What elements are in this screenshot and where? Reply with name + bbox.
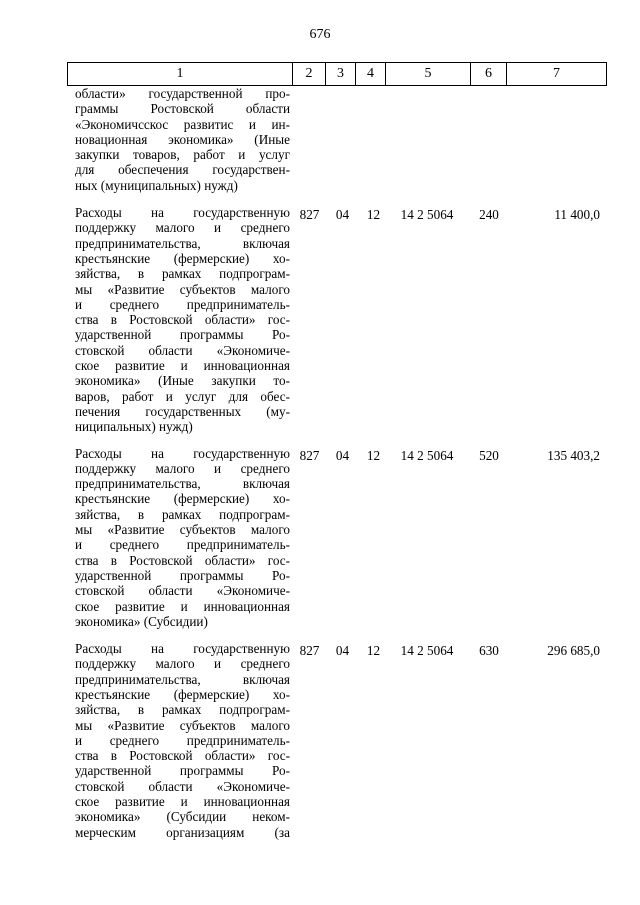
cell-ministry-code: 827 [299,643,320,659]
header-col-4: 4 [356,63,386,86]
cell-subsection: 12 [366,447,381,463]
description-line: предпринимательства, включая [75,671,290,687]
description-line: ское развитие и инновационная [75,794,290,810]
description-line: «Экономичсскос развитис и ин- [75,116,290,132]
description-line: крестьянские (фермерские) хо- [75,250,290,266]
description-line: ных (муниципальных) нужд) [75,177,238,193]
row-description [75,86,290,193]
header-col-1: 1 [68,63,293,86]
table-body [67,86,606,840]
description-line: области» государственной про- [75,86,290,101]
description-line: ское развитие и инновационная [75,598,290,614]
header-col-6: 6 [471,63,507,86]
cell-subsection: 12 [366,643,381,659]
row-description [75,446,290,630]
description-line: стовской области «Экономиче- [75,342,290,358]
description-line: и среднего предприниматель- [75,537,290,553]
description-line: мы «Развитие субъектов малого [75,522,290,538]
header-col-2: 2 [293,63,326,86]
cell-amount: 296 685,0 [547,643,600,659]
description-line: закупки товаров, работ и услуг [75,147,290,163]
description-line: экономика» (Иные закупки то- [75,373,290,389]
cell-target-article: 14 2 5064 [400,207,454,223]
description-line: для обеспечения государствен- [75,162,290,178]
description-line: зяйства, в рамках подпрограм- [75,702,290,718]
description-line: печения государственных (му- [75,403,290,419]
cell-section: 04 [335,207,350,223]
cell-amount: 135 403,2 [547,447,600,463]
description-line: ударственной программы Ро- [75,763,290,779]
description-line: крестьянские (фермерские) хо- [75,491,290,507]
header-col-5: 5 [386,63,471,86]
description-line: мерческим организациям (за [75,824,290,840]
header-col-3: 3 [326,63,356,86]
description-line: и среднего предприниматель- [75,296,290,312]
description-line: ское развитие и инновационная [75,358,290,374]
cell-amount: 11 400,0 [554,207,600,223]
cell-section: 04 [335,643,350,659]
description-line: Расходы на государственную [75,445,290,461]
cell-target-article: 14 2 5064 [400,447,454,463]
table-row [67,205,606,434]
description-line: новационная экономика» (Иные [75,131,290,147]
cell-expense-type: 240 [479,207,499,223]
cell-subsection: 12 [366,207,381,223]
table-row [67,641,606,840]
description-line: стовской области «Экономиче- [75,583,290,599]
description-line: экономика» (Субсидии неком- [75,809,290,825]
cell-target-article: 14 2 5064 [400,643,454,659]
cell-expense-type: 630 [479,643,499,659]
description-line: предпринимательства, включая [75,235,290,251]
description-line: зяйства, в рамках подпрограм- [75,506,290,522]
description-line: поддержку малого и среднего [75,220,290,236]
description-line: ударственной программы Ро- [75,567,290,583]
description-line: экономика» (Субсидии) [75,613,208,629]
description-line: мы «Развитие субъектов малого [75,717,290,733]
description-line: ниципальных) нужд) [75,419,193,435]
description-line: и среднего предприниматель- [75,732,290,748]
header-col-7: 7 [507,63,607,86]
description-line: мы «Развитие субъектов малого [75,281,290,297]
description-line: стовской области «Экономиче- [75,778,290,794]
description-line: предпринимательства, включая [75,476,290,492]
description-line: крестьянские (фермерские) хо- [75,686,290,702]
cell-ministry-code: 827 [299,447,320,463]
table-row [67,86,606,193]
description-line: поддержку малого и среднего [75,656,290,672]
description-line: ства в Ростовской области» гос- [75,552,290,568]
description-line: поддержку малого и среднего [75,460,290,476]
cell-section: 04 [335,447,350,463]
table-row [67,446,606,630]
description-line: ства в Ростовской области» гос- [75,312,290,328]
description-line: зяйства, в рамках подпрограм- [75,266,290,282]
row-description [75,641,290,840]
cell-expense-type: 520 [479,447,499,463]
description-line: ства в Ростовской области» гос- [75,748,290,764]
table-header [67,62,607,86]
row-description [75,205,290,434]
page-number: 676 [309,27,331,42]
description-line: граммы Ростовской области [75,101,290,117]
description-line: варов, работ и услуг для обес- [75,388,290,404]
description-line: Расходы на государственную [75,641,290,657]
cell-ministry-code: 827 [299,207,320,223]
description-line: ударственной программы Ро- [75,327,290,343]
description-line: Расходы на государственную [75,205,290,221]
